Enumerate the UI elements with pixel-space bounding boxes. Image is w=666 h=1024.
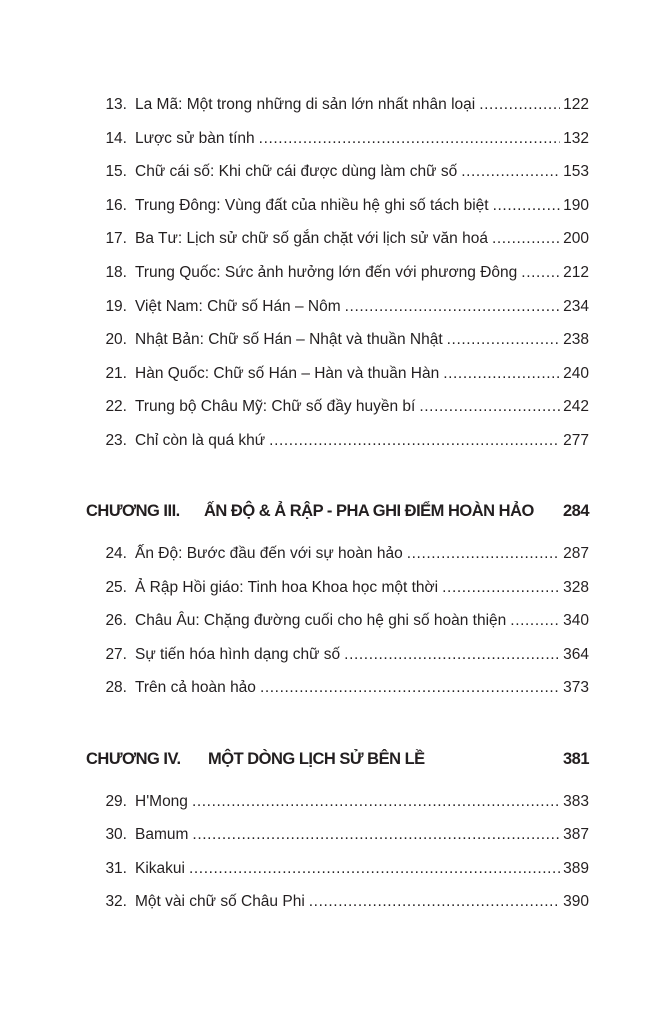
toc-entry-page: 234 [563,298,589,315]
dot-leader [510,611,560,631]
dot-leader [479,95,560,115]
toc-entry-number: 31. [105,860,127,877]
toc-entry-title: Ấn Độ: Bước đầu đến với sự hoàn hảo [135,545,403,562]
toc-entry[interactable] [0,859,666,893]
dot-leader [189,859,560,879]
toc-entry-number: 30. [105,826,127,843]
toc-entry[interactable] [0,544,666,578]
dot-leader [192,792,560,812]
dot-leader [269,431,560,451]
toc-entry-title: La Mã: Một trong những di sản lớn nhất nhân loại [135,96,476,113]
toc-entry-number: 14. [105,130,127,147]
toc-entry[interactable] [0,678,666,712]
toc-entry-number: 21. [105,365,127,382]
toc-entry-number: 13. [105,96,127,113]
toc-entry-page: 242 [563,398,589,415]
toc-entry-number: 20. [105,331,127,348]
toc-entry-title: Một vài chữ số Châu Phi [135,893,305,910]
toc-entry-title: H'Mong [135,793,188,810]
toc-entry-page: 287 [563,545,589,562]
toc-entry-title: Chỉ còn là quá khứ [135,432,266,449]
toc-entry-title: Chữ cái số: Khi chữ cái được dùng làm chữ số [135,163,458,180]
toc-entry-page: 328 [563,579,589,596]
toc-entry-page: 132 [563,130,589,147]
chapter-title: ẤN ĐỘ & Ả RẬP - PHA GHI ĐIỂM HOÀN HẢO [204,502,534,520]
toc-entry[interactable] [0,95,666,129]
chapter-heading[interactable] [0,748,666,778]
toc-entry[interactable] [0,364,666,398]
toc-entry[interactable] [0,129,666,163]
toc-entry-page: 383 [563,793,589,810]
chapter-page: 284 [562,502,589,520]
toc-entry-page: 212 [563,264,589,281]
toc-entry[interactable] [0,825,666,859]
toc-entry-page: 200 [563,230,589,247]
dot-leader [419,397,560,417]
toc-entry-title: Trung bộ Châu Mỹ: Chữ số đầy huyền bí [135,398,416,415]
toc-entry-number: 22. [105,398,127,415]
toc-entry-number: 32. [105,893,127,910]
toc-entry[interactable] [0,792,666,826]
toc-entry-page: 238 [563,331,589,348]
toc-entry-title: Sự tiến hóa hình dạng chữ số [135,646,341,663]
toc-entry-title: Việt Nam: Chữ số Hán – Nôm [135,298,341,315]
chapter-page: 381 [562,750,589,768]
toc-entry-page: 340 [563,612,589,629]
toc-entry-title: Bamum [135,826,189,843]
toc-entry-page: 240 [563,365,589,382]
toc-entry-title: Trung Đông: Vùng đất của nhiều hệ ghi số tách biệt [135,197,489,214]
dot-leader [309,892,560,912]
toc-entry-title: Lược sử bàn tính [135,130,255,147]
dot-leader [521,263,560,283]
dot-leader [443,364,560,384]
toc-entry-page: 190 [563,197,589,214]
toc-entry-title: Hàn Quốc: Chữ số Hán – Hàn và thuần Hàn [135,365,440,382]
dot-leader [192,825,560,845]
toc-entry-page: 373 [563,679,589,696]
chapter-heading[interactable] [0,500,666,530]
chapter-title: MỘT DÒNG LỊCH SỬ BÊN LỀ [208,750,425,768]
toc-entry-title: Trên cả hoàn hảo [135,679,256,696]
chapter-label: CHƯƠNG III. [86,502,180,520]
toc-entry[interactable] [0,892,666,926]
toc-entry[interactable] [0,431,666,465]
toc-entry-number: 26. [105,612,127,629]
toc-entry-number: 25. [105,579,127,596]
toc-entry[interactable] [0,196,666,230]
toc-entry-page: 389 [563,860,589,877]
toc-entry-page: 153 [563,163,589,180]
dot-leader [447,330,560,350]
toc-entry-number: 19. [105,298,127,315]
toc-entry[interactable] [0,645,666,679]
toc-entry-page: 122 [563,96,589,113]
dot-leader [492,229,560,249]
dot-leader [493,196,561,216]
dot-leader [461,162,560,182]
toc-entry[interactable] [0,263,666,297]
dot-leader [259,129,560,149]
dot-leader [260,678,560,698]
toc-entry[interactable] [0,578,666,612]
dot-leader [344,645,560,665]
toc-entry-number: 23. [105,432,127,449]
toc-entry-number: 17. [105,230,127,247]
toc-entry-page: 390 [563,893,589,910]
toc-entry-page: 364 [563,646,589,663]
dot-leader [442,578,560,598]
toc-entry-number: 18. [105,264,127,281]
dot-leader [345,297,560,317]
chapter-label: CHƯƠNG IV. [86,750,181,768]
toc-entry-title: Châu Âu: Chặng đường cuối cho hệ ghi số hoàn thiện [135,612,507,629]
toc-entry-number: 15. [105,163,127,180]
toc-entry-number: 28. [105,679,127,696]
toc-entry-number: 29. [105,793,127,810]
toc-entry[interactable] [0,397,666,431]
toc-entry-number: 16. [105,197,127,214]
toc-entry-page: 387 [563,826,589,843]
dot-leader [407,544,560,564]
toc-entry-number: 24. [105,545,127,562]
toc-entry[interactable] [0,611,666,645]
toc-entry-title: Ả Rập Hồi giáo: Tinh hoa Khoa học một thời [135,579,439,596]
toc-entry[interactable] [0,330,666,364]
toc-entry-number: 27. [105,646,127,663]
toc-entry[interactable] [0,162,666,196]
toc-entry-title: Nhật Bản: Chữ số Hán – Nhật và thuần Nhật [135,331,443,348]
toc-entry-title: Kikakui [135,860,185,877]
toc-entry-page: 277 [563,432,589,449]
toc-entry-title: Trung Quốc: Sức ảnh hưởng lớn đến với phương Đông [135,264,518,281]
toc-entry-title: Ba Tư: Lịch sử chữ số gắn chặt với lịch sử văn hoá [135,230,488,247]
toc-entry[interactable] [0,297,666,331]
toc-entry[interactable] [0,229,666,263]
